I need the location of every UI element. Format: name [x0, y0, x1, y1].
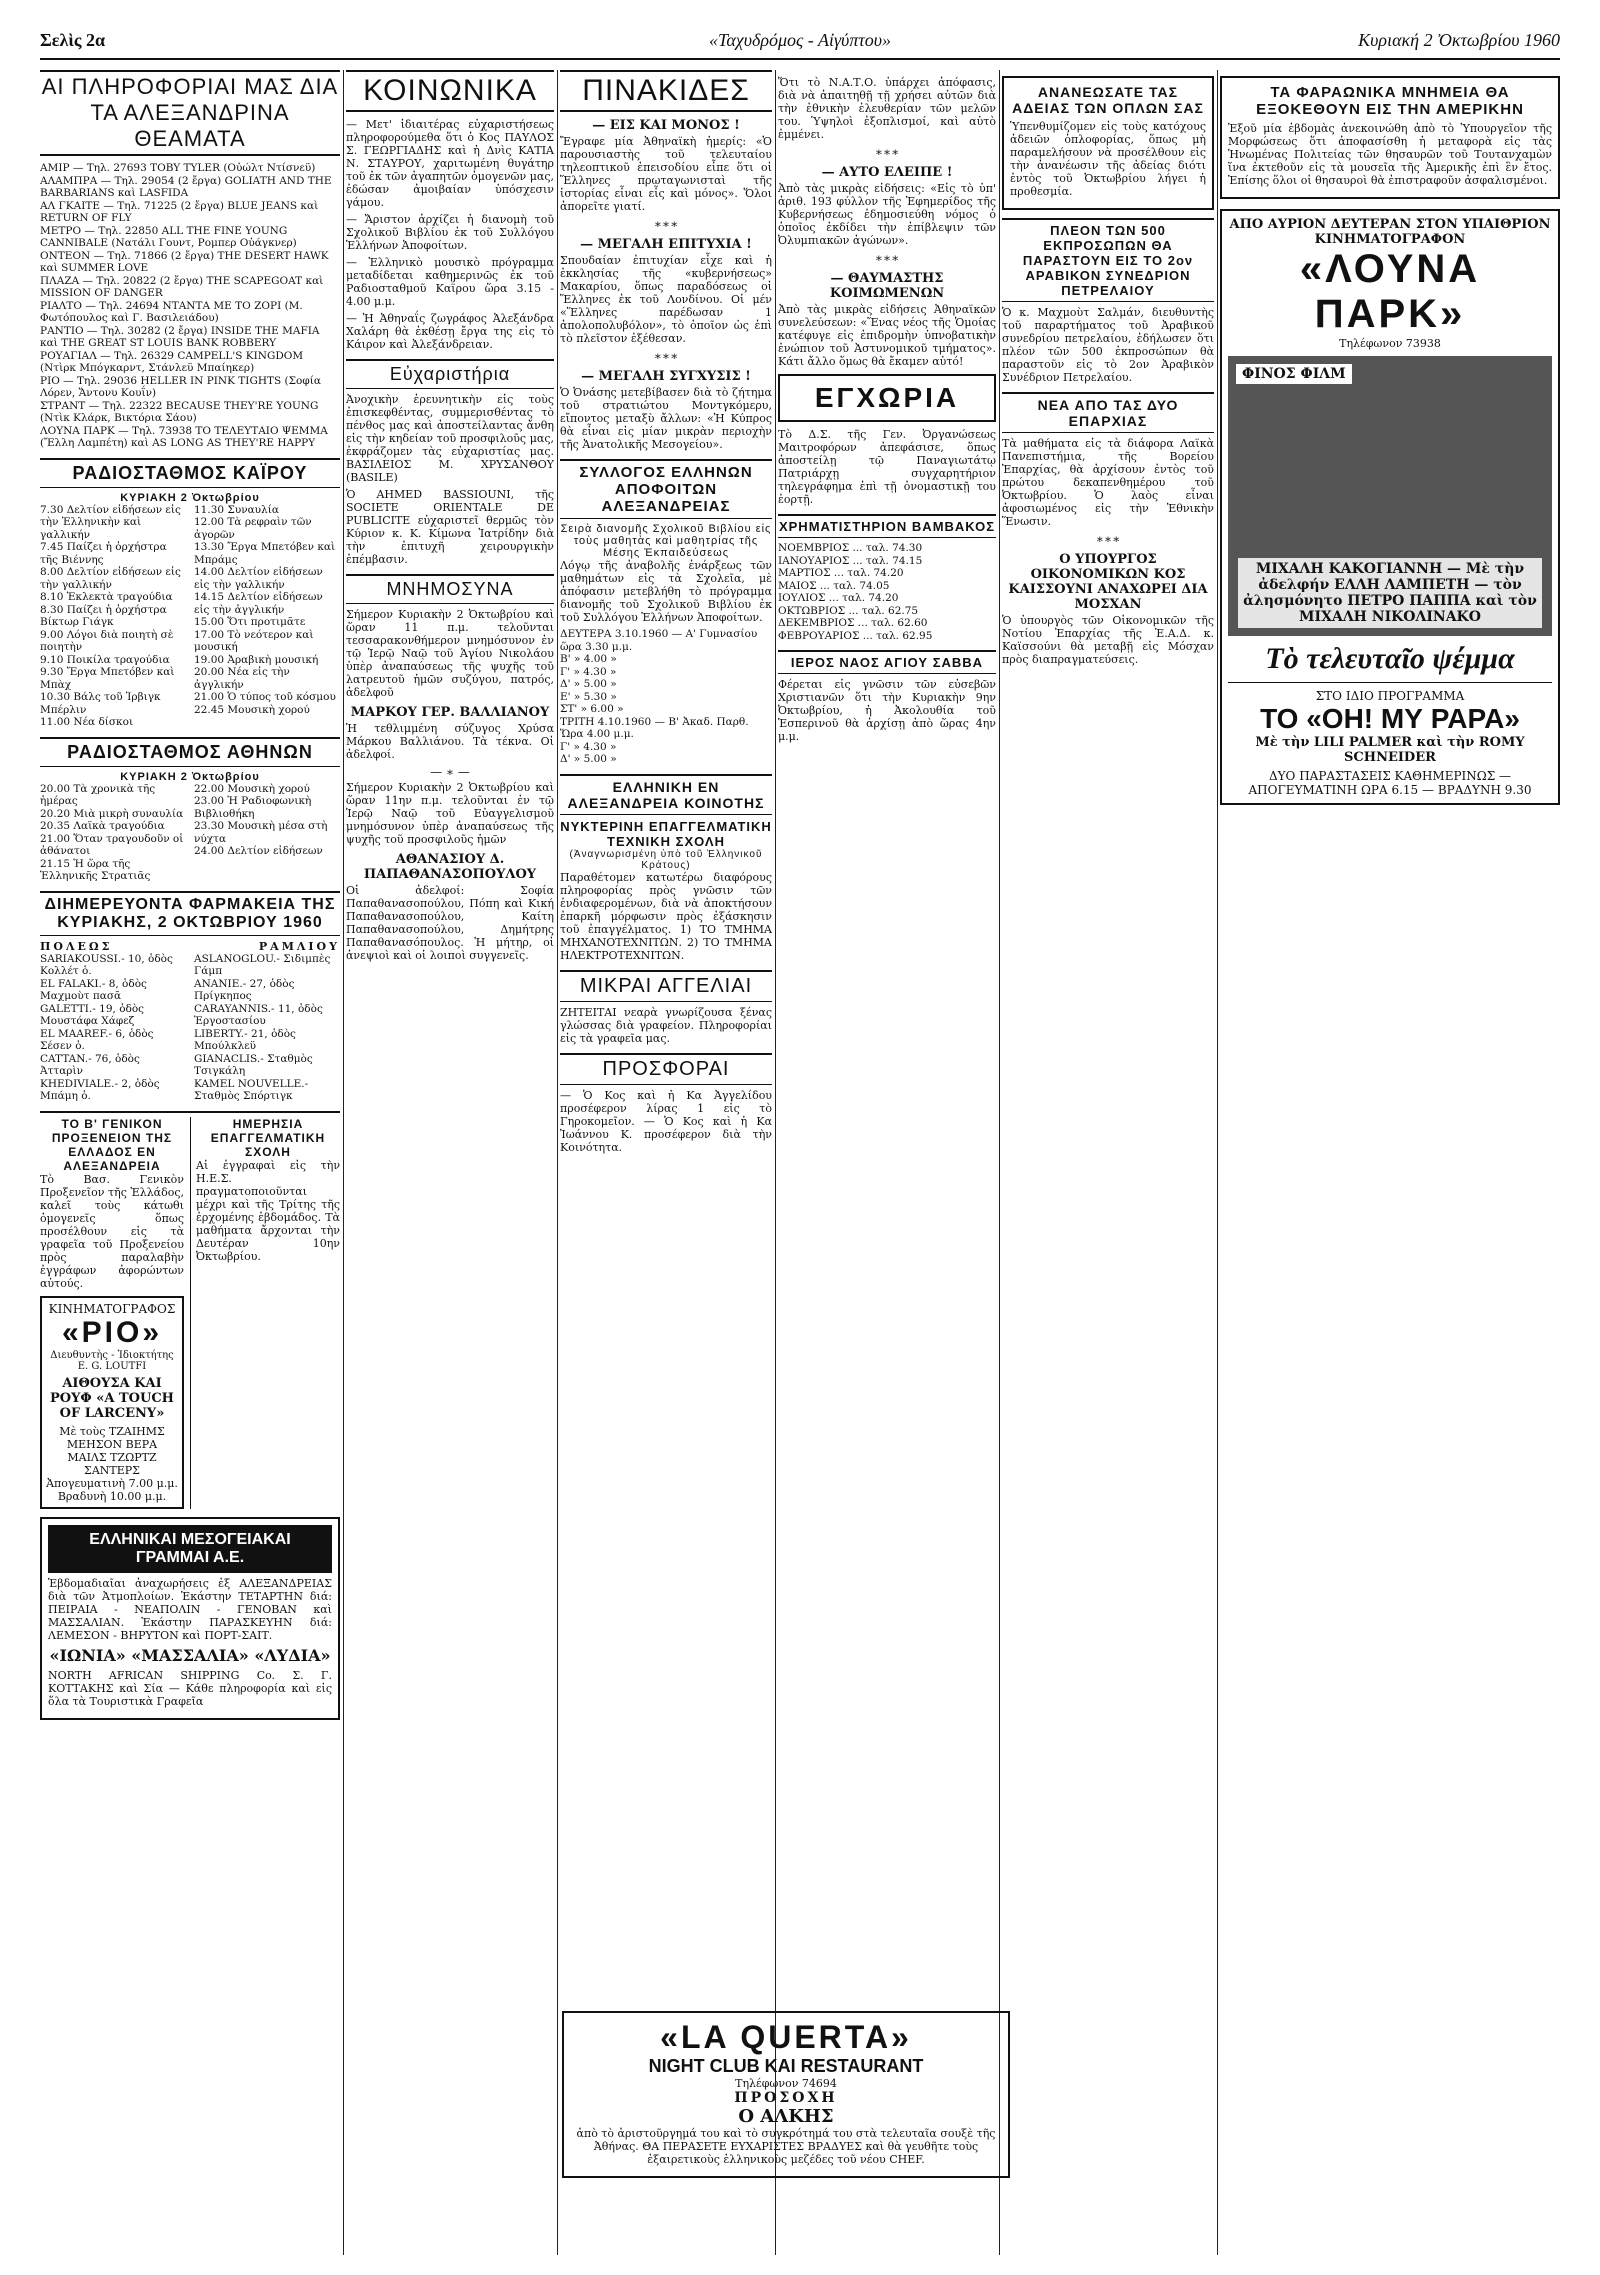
nightclub-text: ἀπὸ τὸ ἀριστοῦργημά του καὶ τὸ συγκρότημά του στὰ τελευταῖα σουξὲ τῆς Ἀθήνας. ΘΑ ΠΕΡΑΣΕΤΕ ΕΥΧΑΡΙΣΤΕΣ ΒΡΑΔΥΕΣ καὶ θὰ γευθῆτε τοὺς ἐξαιρετικοὺς ἑλληνικοὺς μεζέδες τοῦ νέου CHEF.: [576, 2127, 996, 2166]
list-item: LIBERTY.- 21, ὁδὸς Μπούλκλεϋ: [194, 1027, 296, 1052]
list-item: 20.00 Νέα εἰς τὴν ἀγγλικήν: [194, 666, 290, 691]
list-item: 13.30 Ἔργα Μπετόβεν καὶ Μπράμς: [194, 541, 336, 566]
list-item: 21.00 Ὁ τύπος τοῦ κόσμου: [194, 691, 336, 703]
list-item: 24.00 Δελτίον εἰδήσεων: [194, 845, 323, 857]
radio-cairo-list: [40, 504, 340, 729]
shipping-agent: NORTH AFRICAN SHIPPING Co. Σ. Γ. ΚΟΤΤΑΚΗΣ καὶ Σία — Κάθε πληροφορία καὶ εἰς ὅλα τὰ Τουριστικὰ Γραφεῖα: [48, 1668, 332, 1708]
shipping-ships: «ΙΩΝΙΑ» «ΜΑΣΣΑΛΙΑ» «ΛΥΔΙΑ»: [49, 1645, 331, 1665]
nightclub-notice: ΠΡΟΣΟΧΗ: [734, 2090, 838, 2106]
provinces-text: Τὰ μαθήματα εἰς τὰ διάφορα Λαϊκὰ Πανεπιστήμια, τῆς Βορείου Ἐπαρχίας, θὰ ἀρχίσουν ἐντὸς τοῦ πρώτου δεκαπενθημέρου τοῦ Ὀκτωβρίου. Ὁ λαὸς εἶναι ἀφοσιωμένος εἰς τὴν Ἐθνικὴν Ἕνωσιν.: [1002, 437, 1214, 528]
shipping-title: ΕΛΛΗΝΙΚΑΙ ΜΕΣΟΓΕΙΑΚΑΙ ΓΡΑΜΜΑΙ Α.Ε.: [48, 1525, 332, 1573]
social-text-2: — Ἄριστον ἀρχίζει ἡ διανομὴ τοῦ Σχολικοῦ Βιβλίου ἐκ τοῦ Συλλόγου Ἑλλήνων Ἀποφοίτων.: [346, 213, 554, 252]
offers-text: — Ὁ Κος καὶ ἡ Κα Ἀγγελίδου προσέφερον λίρας 1 εἰς τὸ Γηροκομεῖον. — Ὁ Κος καὶ ἡ Κα Ἰωάννου Κ. προσέφερον διὰ τὴν Κοινότητα.: [560, 1088, 772, 1154]
list-item: ΟΚΤΩΒΡΙΟΣ ... ταλ. 62.75: [778, 604, 919, 617]
second-film-title: ΤΟ «ΟΗ! ΜΥ ΡΑΡΑ»: [1260, 703, 1520, 734]
renew-text: Ὑπενθυμίζομεν εἰς τοὺς κατόχους ἀδειῶν ὁπλοφορίας, ὅπως μὴ παραμελήσουν νὰ προσέλθουν εἰς τὴν ἀνανέωσιν τῆς ἀδείας διότι ἐντὸς τοῦ Ὀκτωβρίου λήγει ἡ προθεσμία.: [1010, 120, 1206, 198]
list-item: GIANACLIS.- Σταθμὸς Τσιγκάλη: [194, 1052, 313, 1077]
list-item: 12.00 Τὰ ρεφραὶν τῶν ἀγορῶν: [194, 516, 312, 541]
column-rule: [557, 70, 558, 2255]
list-item: 21.15 Ἡ ὥρα τῆς Ἑλληνικῆς Στρατιᾶς: [40, 857, 151, 882]
small-ads-text: ΖΗΤΕΙΤΑΙ νεαρὰ γνωρίζουσα ξένας γλώσσας διὰ γραφείον. Πληροφορίαι εἰς τὰ γραφεῖα μας.: [560, 1005, 772, 1045]
lost-title: — ΑΥΤΟ ΕΛΕΙΠΕ !: [821, 165, 953, 180]
list-item: ΜΕΤΡΟ — Τηλ. 22850 ALL THE FINE YOUNG CANNIBALE (Νατάλι Γουντ, Ρομπερ Οὐάγκνερ): [40, 224, 297, 249]
list-item: 8.10 Ἑκλεκτὰ τραγούδια: [40, 591, 173, 603]
list-item: ΑΜΙΡ — Τηλ. 27693 TOBY TYLER (Οὐώλτ Ντίσνεϋ): [40, 162, 316, 174]
church-text: Φέρεται εἰς γνῶσιν τῶν εὐσεβῶν Χριστιανῶν ὅτι τὴν Κυριακὴν 9ην Ὀκτωβρίου, ἡ Ἀκολουθία τοῦ Ἑσπερινοῦ θὰ ἀρχίσῃ ἀπὸ ὥρας 4ην μ.μ.: [778, 678, 996, 743]
list-item: 11.00 Νέα δίσκοι: [40, 716, 134, 728]
column-3: [560, 70, 772, 2255]
consulate-title: ΤΟ Β' ΓΕΝΙΚΟΝ ΠΡΟΞΕΝΕΙΟΝ ΤΗΣ ΕΛΛΑΔΟΣ ΕΝ ΑΛΕΞΑΝΔΡΕΙΑ: [51, 1116, 173, 1173]
alumni-subtitle: Σειρὰ διανομῆς Σχολικοῦ Βιβλίου εἰς τοὺς μαθητὰς καὶ μαθητρίας τῆς Μέσης Ἐκπαιδεύσεως: [560, 523, 772, 559]
list-item: ΜΑΙΟΣ ... ταλ. 74.05: [778, 579, 890, 592]
marvel-text: Ἀπὸ τὰς μικρὰς εἰδήσεις Ἀθηναϊκῶν συνελεύσεων: «Ἕνας νέος τῆς Ὁμοίας κατέφυγε εἰς ἐπιδρομὴν ὑπνοβατικὴν ἐνώπιον τοῦ Ἀστυνομικοῦ τμήματος». Κάτι ἄλλο ὅμως θὰ ἔκαμεν αὐτό!: [778, 303, 996, 368]
luna-name: «ΛΟΥΝΑ ΠΑΡΚ»: [1299, 247, 1481, 336]
pharmacies-title: ΔΙΗΜΕΡΕΥΟΝΤΑ ΦΑΡΜΑΚΕΙΑ ΤΗΣ ΚΥΡΙΑΚΗΣ, 2 ΟΚΤΩΒΡΙΟΥ 1960: [40, 891, 340, 936]
alumni-title: ΣΥΛΛΟΓΟΣ ΕΛΛΗΝΩΝ ΑΠΟΦΟΙΤΩΝ ΑΛΕΞΑΝΔΡΕΙΑΣ: [560, 459, 772, 519]
nightclub-name: «LA QUERTA»: [660, 2019, 912, 2055]
column-rule: [775, 70, 776, 2255]
pharaoh-title: ΤΑ ΦΑΡΑΩΝΙΚΑ ΜΝΗΜΕΙΑ ΘΑ ΕΞΟΚΕΘΟΥΝ ΕΙΣ ΤΗΝ ΑΜΕΡΙΚΗΝ: [1256, 84, 1524, 118]
thanks-text-1: Ἀνοχικὴν ἐρευνητικὴν εἰς τοὺς ἐπισκεφθέντας, συμμερισθέντας τὸ πένθος μας καὶ ἀποστείλαντας ἄνθη εἰς τὴν κηδείαν τοῦ προσφιλοῦς μας, ἐκφράζομεν τὰς εὐχαριστίας μας. ΒΑΣΙΛΕΙΟΣ Μ. ΧΡΥΣΑΝΘΟΥ (BASILE): [346, 393, 554, 484]
column-6: [1220, 70, 1560, 2255]
memorial-1-family: Ἡ τεθλιμμένη σύζυγος Χρύσα Μάρκου Βαλλιάνου. Τὰ τέκνα. Οἱ ἀδελφοί.: [346, 722, 554, 761]
cotton-list: [778, 542, 996, 642]
list-item: 23.30 Μουσικὴ μέσα στὴ νύχτα: [194, 820, 328, 845]
nightclub-subtitle: NIGHT CLUB ΚΑΙ RESTAURANT: [648, 2056, 924, 2076]
list-item: ΟΝΤΕΟΝ — Τηλ. 71866 (2 ἔργα) THE DESERT HAWK καὶ SUMMER LOVE: [40, 249, 329, 274]
list-item: ΔΕΥΤΕΡΑ 3.10.1960 — Α' Γυμνασίου ὥρα 3.30 μ.μ.: [560, 628, 758, 653]
list-item: EL FALAKI.- 8, ὁδὸς Μαχμοὺτ πασᾶ: [40, 977, 147, 1002]
running-header: [40, 20, 1560, 60]
list-item: ANANIE.- 27, ὁδὸς Πρίγκηπος: [194, 977, 295, 1002]
pharaoh-box: [1220, 76, 1560, 199]
memorial-2-text: Σήμερον Κυριακὴν 2 Ὀκτωβρίου καὶ ὥραν 11ην π.μ. τελοῦνται ἐν τῷ Ἱερῷ Ναῷ τοῦ Εὐαγγελισμοῦ μνημόσυνον ὑπὲρ ἀναπαύσεως τῆς ψυχῆς τοῦ προσφιλοῦς ἡμῶν: [346, 781, 554, 846]
minister-text: Ὁ ὑπουργὸς τῶν Οἰκονομικῶν τῆς Νοτίου Ἐπαρχίας τῆς Ἑ.Α.Δ. κ. Καϊσσούνι θὰ μεταβῇ εἰς Μόσχαν πρὸς διαπραγματεύσεις.: [1002, 614, 1214, 666]
luna-intro: ΑΠΟ ΑΥΡΙΟΝ ΔΕΥΤΕΡΑΝ ΣΤΟΝ ΥΠΑΙΘΡΙΟΝ ΚΙΝΗΜΑΤΟΓΡΑΦΟΝ: [1229, 217, 1551, 247]
alumni-text: Λόγῳ τῆς ἀναβολῆς ἐνάρξεως τῶν μαθημάτων εἰς τὰ Σχολεῖα, μὲ ἀπόφασιν μετεβλήθη τὸ πρόγραμμα διανομῆς τοῦ Σχολικοῦ Βιβλίου ἐκ τοῦ Συλλόγου Ἑλλήνων Ἀποφοίτων.: [560, 559, 772, 624]
list-item: 9.00 Λόγοι διὰ ποιητὴ σὲ ποιητὴν: [40, 628, 174, 653]
social-text-1: — Μετ' ἰδιαιτέρας εὐχαριστήσεως πληροφορούμεθα ὅτι ὁ Κος ΠΑΥΛΟΣ Σ. ΓΕΩΡΓΙΑΔΗΣ καὶ ἡ Δνὶς ΚΑΤΙΑ Ν. ΣΤΑΥΡΟΥ, χαριτωμένη θυγάτηρ τοῦ ἐκ τῶν ἀγαπητῶν ὁμογενῶν μας, ἐδώσαν ἀμοιβαίαν ὑπόσχεσιν γάμου.: [346, 118, 554, 209]
same-program: ΣΤΟ ΙΔΙΟ ΠΡΟΓΡΑΜΜΑ: [1315, 689, 1465, 703]
list-item: EL MAAREF.- 6, ὁδὸς Σέσεν ὁ.: [40, 1027, 154, 1052]
list-item: 7.45 Παίζει ἡ ὀρχήστρα τῆς Βιέννης: [40, 541, 167, 566]
school-block: [190, 1117, 340, 1509]
column-rule: [999, 70, 1000, 2255]
list-item: 14.00 Δελτίον εἰδήσεων εἰς τὴν γαλλικήν: [194, 566, 323, 591]
cinema-owner: Διευθυντὴς - Ἰδιοκτήτης E. G. LOUTFI: [50, 1349, 174, 1372]
list-item: Γ' » 4.30 »: [560, 665, 617, 678]
list-item: Δ' » 5.00 »: [560, 753, 617, 765]
notes-confusion-text: Ὁ Ὀνάσης μετεβίβασεν διὰ τὸ ζήτημα τοῦ στρατιώτου Μοντγκόμερυ, εἴποντος μεταξὺ ἄλλων: «Ἡ Κύπρος θὰ εἶναι εἰς μίαν μικρὰν περιοχὴν τῆς Ἀνατολικῆς Μεσογείου».: [560, 386, 772, 451]
list-item: ΡΙΟ — Τηλ. 29036 HELLER IN PINK TIGHTS (Σοφία Λόρεν, Ἄντονυ Κουΐν): [40, 374, 321, 399]
offers-title: ΠΡΟΣΦΟΡΑΙ: [560, 1053, 772, 1085]
memorial-2-name: ΑΘΑΝΑΣΙΟΥ Δ. ΠΑΠΑΘΑΝΑΣΟΠΟΥΛΟΥ: [363, 852, 537, 882]
local-news-title: ΕΓΧΩΡΙΑ: [814, 382, 960, 413]
list-item: 11.30 Συναυλία: [194, 503, 279, 516]
social-text-3: — Ἑλληνικὸ μουσικὸ πρόγραμμα μεταδίδεται καθημερινῶς ἐκ τοῦ Ραδιοσταθμοῦ Καΐρου ὥρα 3.15 - 4.00 μ.μ.: [346, 256, 554, 308]
social-text-4: — Ἡ Ἀθηναΐς ζωγράφος Ἀλεξάνδρα Χαλάρη θὰ ἐκθέσῃ ἔργα της εἰς τὸ Κάιρον καὶ Ἀλεξάνδρειαν.: [346, 312, 554, 351]
list-item: 10.30 Βάλς τοῦ Ἰρβιγκ Μπέρλιν: [40, 691, 161, 716]
column-4: [778, 70, 996, 2255]
list-item: 8.30 Παίζει ἡ ὀρχήστρα Βίκτωρ Γιάγκ: [40, 603, 167, 628]
list-item: 20.20 Μιὰ μικρὴ συναυλία: [40, 807, 184, 820]
pharmacies-col-city: ΠΟΛΕΩΣ: [40, 939, 113, 953]
provinces-title: ΝΕΑ ΑΠΟ ΤΑΣ ΔΥΟ ΕΠΑΡΧΙΑΣ: [1002, 392, 1214, 433]
notes-success-title: — ΜΕΓΑΛΗ ΕΠΙΤΥΧΙΑ !: [580, 237, 752, 252]
shipping-text: Ἑβδομαδιαῖαι ἀναχωρήσεις ἐξ ΑΛΕΞΑΝΔΡΕΙΑΣ διὰ τῶν Ἀτμοπλοίων. Ἑκάστην ΤΕΤΑΡΤΗΝ διά: ΠΕΙΡΑΙΑ - ΝΕΑΠΟΛΙΝ - ΓΕΝΟΒΑΝ καὶ ΜΑΣΣΑΛΙΑΝ. Ἑκάστην ΠΑΡΑΣΚΕΥΗΝ διά: ΛΕΜΕΣΟΝ - ΒΗΡΥΤΟΝ καὶ ΠΟΡΤ-ΣΑΙΤ.: [48, 1576, 332, 1642]
list-item: Δ' » 5.00 »: [560, 678, 617, 690]
night-school-text: Παραθέτομεν κατωτέρω διαφόρους πληροφορίας πρὸς γνῶσιν τῶν ἐνδιαφερομένων, διὰ νὰ ἀποκτήσουν ἐπαρκῆ μόρφωσιν πρὸς ἐξάσκησιν τοῦ ἐπαγγέλματος. 1) ΤΟ ΤΜΗΜΑ ΜΗΧΑΝΟΤΕΧΝΙΤΩΝ. 2) ΤΟ ΤΜΗΜΑ ΗΛΕΚΤΡΟΤΕΧΝΙΤΩΝ.: [560, 870, 772, 962]
memorial-1-name: ΜΑΡΚΟΥ ΓΕΡ. ΒΑΛΛΙΑΝΟΥ: [350, 705, 550, 720]
column-2: [346, 70, 554, 2255]
school-title: ΗΜΕΡΗΣΙΑ ΕΠΑΓΓΕΛΜΑΤΙΚΗ ΣΧΟΛΗ: [210, 1116, 326, 1159]
list-item: 20.35 Λαϊκὰ τραγούδια: [40, 820, 165, 832]
radio-cairo-day: ΚΥΡΙΑΚΗ 2 Ὀκτωβρίου: [120, 491, 260, 504]
divider: ∗∗∗: [874, 145, 900, 159]
memorial-title: ΜΝΗΜΟΣΥΝΑ: [346, 574, 554, 604]
cinema-rio-ad: [40, 1296, 184, 1509]
list-item: ΜΑΡΤΙΟΣ ... ταλ. 74.20: [778, 567, 904, 579]
lost-text: Ἀπὸ τὰς μικρὰς εἰδήσεις: «Εἰς τὸ ὑπ' ἀριθ. 193 φύλλον τῆς Ἐφημερίδος τῆς Κυβερνήσεως ἐδημοσιεύθη νόμος ὁ ὁποῖος ἐκδίδει τὴν ἐπίβλεψιν τῶν Ὀλυμπιακῶν ἀγώνων».: [778, 182, 996, 247]
list-item: ΙΟΥΛΙΟΣ ... ταλ. 74.20: [778, 592, 899, 604]
list-item: Γ' » 4.30 »: [560, 740, 617, 753]
list-item: ΑΛΑΜΠΡΑ — Τηλ. 29054 (2 ἔργα) GOLIATH AND THE BARBARIANS καὶ LASFIDA: [40, 174, 332, 199]
nightclub-star: Ο ΑΛΚΗΣ: [738, 2106, 834, 2127]
cinema-time-1: Ἀπογευματινὴ 7.00 μ.μ.: [46, 1476, 178, 1490]
list-item: 19.00 Ἀραβικὴ μουσική: [194, 653, 319, 666]
column-rule: [343, 70, 344, 2255]
notes-confusion-title: — ΜΕΓΑΛΗ ΣΥΓΧΥΣΙΣ !: [581, 369, 751, 384]
divider: ∗∗∗: [874, 251, 900, 265]
list-item: ΤΡΙΤΗ 4.10.1960 — Β' Ἀκαδ. Παρθ. Ὥρα 4.00 μ.μ.: [560, 715, 749, 740]
page-number: Σελὶς 2α: [40, 30, 106, 50]
notes-title: ΠΙΝΑΚΙΔΕΣ: [560, 70, 772, 112]
nato-text: Ὅτι τὸ Ν.Α.Τ.Ο. ὑπάρχει ἀπόφασις, διὰ νὰ ἀπαιτηθῇ τῇ χρήσει αὐτῶν διὰ τὴν ἐθνικὴν ἐλευθερίαν τῶν μελῶν του. Ὑψηλοὶ ἐξοπλισμοί, καὶ αὐτὸ ἐμμένει.: [778, 76, 996, 141]
list-item: KHEDIVIALE.- 2, ὁδὸς Μπάμη ὁ.: [40, 1077, 160, 1102]
divider: — ∗ —: [430, 765, 470, 779]
radio-athens-day: ΚΥΡΙΑΚΗ 2 Ὀκτωβρίου: [120, 770, 260, 783]
local-news-text: Τὸ Δ.Σ. τῆς Γεν. Ὀργανώσεως Μαιτροφόρων ἀπεφάσισε, ὅπως ἀποστείλῃ τῷ Παναγιωτάτῳ Πατριάρχῃ συγχαρητήριον τηλεγράφημα ἐπὶ τῇ ὀνομαστικῇ του ἑορτῇ.: [778, 428, 996, 506]
memorial-2-family: Οἱ ἀδελφοί: Σοφία Παπαθανασοπούλου, Πόπη καὶ Κική Παπαθανασοπούλου, Καίτη Παπαθανασοπούλου, Δημήτρης Παπαθανασόπουλος. Ἡ μήτηρ, οἱ ἀνεψιοὶ καὶ οἱ λοιποὶ συγγενεῖς.: [346, 884, 554, 962]
minister-title: Ο ΥΠΟΥΡΓΟΣ ΟΙΚΟΝΟΜΙΚΩΝ ΚΟΣ ΚΑΙΣΣΟΥΝΙ ΑΝΑΧΩΡΕΙ ΔΙΑ ΜΟΣΧΑΝ: [1008, 552, 1208, 612]
consulate-text: Τὸ Βασ. Γενικὸν Προξενεῖον τῆς Ἑλλάδος, καλεῖ τοὺς κάτωθι ὁμογενεῖς ὅπως προσέλθουν εἰς τὰ γραφεῖα τοῦ Προξενείου πρὸς παραλαβὴν ἐγγράφων ἀφορώντων αὐτούς.: [40, 1172, 184, 1290]
list-item: ΙΑΝΟΥΑΡΙΟΣ ... ταλ. 74.15: [778, 554, 923, 567]
alumni-schedule: [560, 628, 772, 766]
thanks-title: Εὐχαριστήρια: [346, 359, 554, 389]
newspaper-page: [40, 20, 1560, 2255]
issue-date: Κυριακή 2 Ὀκτωβρίου 1960: [1358, 30, 1560, 50]
theatres-title: ΑΙ ΠΛΗΡΟΦΟΡΙΑΙ ΜΑΣ ΔΙΑ ΤΑ ΑΛΕΞΑΝΔΡΙΝΑ ΘΕΑΜΑΤΑ: [40, 70, 340, 156]
divider: ∗∗∗: [653, 217, 679, 231]
cotton-title: ΧΡΗΜΑΤΙΣΤΗΡΙΟΝ ΒΑΜΒΑΚΟΣ: [778, 514, 996, 538]
divider: ∗∗∗: [653, 349, 679, 363]
church-title: ΙΕΡΟΣ ΝΑΟΣ ΑΓΙΟΥ ΣΑΒΒΑ: [778, 650, 996, 674]
small-ads-title: ΜΙΚΡΑΙ ΑΓΓΕΛΙΑΙ: [560, 970, 772, 1002]
pharmacies-list: [40, 953, 340, 1103]
list-item: ΡΑΝΤΙΟ — Τηλ. 30282 (2 ἔργα) INSIDE THE MAFIA καὶ THE GREAT ST LOUIS BANK ROBBERY: [40, 324, 320, 349]
list-item: Β' » 4.00 »: [560, 653, 617, 665]
list-item: 21.00 Ὅταν τραγουδοῦν οἱ ἀθάνατοι: [40, 832, 184, 857]
list-item: Ε' » 5.30 »: [560, 690, 617, 703]
list-item: ΣΤ' » 6.00 »: [560, 703, 624, 715]
list-item: ΑΛ ΓΚΑΙΤΕ — Τηλ. 71225 (2 ἔργα) BLUE JEANS καὶ RETURN OF FLY: [40, 199, 319, 224]
thanks-text-2: Ὁ AHMED BASSIOUNI, τῆς SOCIETE ORIENTALE DE PUBLICITE εὐχαριστεῖ θερμῶς τὸν Κύριον κ. Κ. Κίμωνα Ἰατρίδην διὰ τὴν ἐπιτυχῆ χειρουργικὴν ἐπέμβασιν.: [346, 488, 554, 566]
pharaoh-text: Ἐξοῦ μία ἐβδομὰς ἀνεκοινώθη ἀπὸ τὸ Ὑπουργεῖον τῆς Μορφώσεως ὅτι ἀποφασίσθη ἡ μεταφορὰ εἰς τὰς Ἡνωμένας Πολιτείας τῶν θησαυρῶν τοῦ Τουτανχαμὼν ἵνα ἐκτεθοῦν εἰς τὰ μουσεῖα τῆς Ἀμερικῆς ἐπὶ ἓν ἔτος. Ἐπίσης ὅλοι οἱ θησαυροὶ θὰ ἐπιστραφοῦν ἀσφαλισμένοι.: [1228, 122, 1552, 187]
memorial-1-text: Σήμερον Κυριακὴν 2 Ὀκτωβρίου καὶ ὥραν 11 π.μ. τελοῦνται τεσσαρακονθήμερον μνημόσυνον ἐν τῷ Ἱερῷ Ναῷ τοῦ Ἁγίου Νικολάου ὑπὲρ ἀναπαύσεως τῆς ψυχῆς τοῦ λατρευτοῦ ἡμῶν συζύγου, πατρός, ἀδελφοῦ: [346, 608, 554, 699]
radio-athens-list: [40, 783, 340, 883]
list-item: ΡΟΥΑΓΙΑΛ — Τηλ. 26329 CAMPELL'S KINGDOM (Ντὶρκ Μπόγκαρντ, Στάνλεϋ Μπαίηκερ): [40, 349, 304, 374]
list-item: ΡΙΑΛΤΟ — Τηλ. 24694 ΝΤΑΝΤΑ ΜΕ ΤΟ ΖΟΡΙ (Μ. Φωτόπουλος καὶ Γ. Βασιλειάδου): [40, 299, 303, 324]
notes-alone-text: Ἔγραφε μία Ἀθηναϊκὴ ἡμερίς: «Ὁ παρουσιαστὴς τοῦ τελευταίου τηλεοπτικοῦ ἐπεισοδίου εἶπε ὅτι οἱ Ἕλληνες πρωταγωνισταὶ τῆς ἱστορίας εἶναι εἷς καὶ μόνος». Ὅλοι ἀπορεῖτε γιατί.: [560, 135, 772, 213]
list-item: 14.15 Δελτίον εἰδήσεων εἰς τὴν ἀγγλικήν: [194, 591, 323, 616]
night-school-subtitle: (Ἀναγνωρισμένη ὑπὸ τοῦ Ἑλληνικοῦ Κράτους): [569, 848, 763, 871]
list-item: ΛΟΥΝΑ ΠΑΡΚ — Τηλ. 73938 ΤΟ ΤΕΛΕΥΤΑΙΟ ΨΕΜΜΑ (Ἔλλη Λαμπέτη) καὶ AS LONG AS THEY'RE HAPPY: [40, 424, 328, 449]
film-cast: ΜΙΧΑΛΗ ΚΑΚΟΓΙΑΝΝΗ — Μὲ τὴν ἀδελφήν ΕΛΛΗ ΛΑΜΠΕΤΗ — τὸν ἀλησμόνητο ΠΕΤΡΟ ΠΑΠΠΑ καὶ τὸν ΜΙΧΑΛΗ ΝΙΚΟΛΙΝΑΚΟ: [1238, 558, 1542, 628]
list-item: CARAYANNIS.- 11, ὁδὸς Ἐργοστασίου: [194, 1002, 323, 1027]
list-item: ΣΤΡΑΝΤ — Τηλ. 22322 BECAUSE THEY'RE YOUNG (Ντὶκ Κλάρκ, Βικτόρια Σάου): [40, 399, 319, 424]
divider: [1228, 682, 1552, 683]
list-item: ΦΕΒΡΟΥΑΡΙΟΣ ... ταλ. 62.95: [778, 629, 933, 642]
local-news-box: [778, 374, 996, 422]
list-item: ΔΕΚΕΜΒΡΙΟΣ ... ταλ. 62.60: [778, 617, 928, 629]
petrol-text: Ὁ κ. Μαχμοὺτ Σαλμάν, διευθυντὴς τοῦ παραρτήματος τοῦ Ἀραβικοῦ συνεδρίου πετρελαίου, ἐδήλωσεν ὅτι πλέον τῶν 500 ἐκπροσώπων θὰ παραστοῦν εἰς τὸ 2ον Ἀραβικὸν Συνέδριον Πετρελαίου.: [1002, 306, 1214, 384]
list-item: CATTAN.- 76, ὁδὸς Ἀτταρὶν: [40, 1052, 140, 1077]
column-1: [40, 70, 340, 2255]
list-item: 23.00 Ἡ Ραδιοφωνικὴ Βιβλιοθήκη: [194, 795, 312, 820]
list-item: GALETTI.- 19, ὁδὸς Μουστάφα Χάφεζ: [40, 1002, 145, 1027]
cinema-label: ΚΙΝΗΜΑΤΟΓΡΑΦΟΣ: [48, 1301, 176, 1316]
luna-park-ad: [1220, 209, 1560, 805]
cinema-time-2: Βραδυνὴ 10.00 μ.μ.: [57, 1489, 167, 1503]
school-text: Αἱ ἐγγραφαὶ εἰς τὴν Η.Ε.Σ. πραγματοποιοῦνται μέχρι καὶ τῆς Τρίτης τῆς ἐρχομένης ἑβδομάδος. Τὰ μαθήματα ἄρχονται τὴν Δευτέραν 10ην Ὀκτωβρίου.: [196, 1158, 340, 1263]
show-times: ΔΥΟ ΠΑΡΑΣΤΑΣΕΙΣ ΚΑΘΗΜΕΡΙΝΩΣ — ΑΠΟΓΕΥΜΑΤΙΝΗ ΩΡΑ 6.15 — ΒΡΑΔΥΝΗ 9.30: [1248, 769, 1532, 797]
luna-phone: Τηλέφωνον 73938: [1339, 337, 1441, 350]
list-item: 17.00 Τὸ νεότερον καὶ μουσική: [194, 628, 314, 653]
petrol-title: ΠΛΕΟΝ ΤΩΝ 500 ΕΚΠΡΟΣΩΠΩΝ ΘΑ ΠΑΡΑΣΤΟΥΝ ΕΙΣ ΤΟ 2ον ΑΡΑΒΙΚΟΝ ΣΥΝΕΔΡΙΟΝ ΠΕΤΡΕΛΑΙΟΥ: [1002, 218, 1214, 302]
list-item: 9.10 Ποικίλα τραγούδια: [40, 653, 170, 666]
renew-title: ΑΝΑΝΕΩΣΑΤΕ ΤΑΣ ΑΔΕΙΑΣ ΤΩΝ ΟΠΛΩΝ ΣΑΣ: [1012, 84, 1204, 116]
radio-cairo-title: ΡΑΔΙΟΣΤΑΘΜΟΣ ΚΑΪΡΟΥ: [40, 458, 340, 488]
list-item: 8.00 Δελτίον εἰδήσεων εἰς τὴν γαλλικήν: [40, 566, 181, 591]
pharmacies-col-ramleh: ΡΑΜΛΙΟΥ: [258, 939, 340, 953]
divider: ∗∗∗: [1095, 532, 1121, 546]
column-5: [1002, 70, 1214, 2255]
paper-name: «Ταχυδρόμος - Αἰγύπτου»: [708, 30, 892, 50]
second-film-cast: Μὲ τὴν LILI PALMER καὶ τὴν ROMY SCHNEIDER: [1255, 735, 1525, 765]
notes-success-text: Σπουδαίαν ἐπιτυχίαν εἶχε καὶ ἡ ἐκκλησίας τῆς «κυβερνήσεως» Μακαρίου, ὅπως παραδόσεως οἱ Ἕλληνες ἐκ τοῦ Λονδίνου. Οἱ μέν «Ἕλληνες παρέδωσαν 1 ἀπολοπολυβόλον», τὸ ὁποῖον ὡς ἐπὶ τὸ πλεῖστον ἐξέθεσαν.: [560, 254, 772, 345]
night-school-title: ΝΥΚΤΕΡΙΝΗ ΕΠΑΓΓΕΛΜΑΤΙΚΗ ΤΕΧΝΙΚΗ ΣΧΟΛΗ: [560, 818, 772, 849]
nightclub-ad: [562, 2011, 1010, 2178]
cinema-name: «ΡΙΟ»: [61, 1315, 163, 1349]
list-item: 15.00 Ὅτι προτιμᾶτε: [194, 616, 306, 628]
theatres-list: [40, 162, 340, 450]
film-label: ΦΙΝΟΣ ΦΙΛΜ: [1236, 364, 1352, 384]
list-item: 7.30 Δελτίον εἰδήσεων εἰς τὴν Ἑλληνικὴν καὶ γαλλικήν: [40, 503, 181, 541]
notes-alone-title: — ΕΙΣ ΚΑΙ ΜΟΝΟΣ !: [592, 118, 740, 133]
film-poster-image: [1228, 356, 1552, 636]
marvel-title: — ΘΑΥΜΑΣΤΗΣ ΚΟΙΜΩΜΕΝΩΝ: [829, 271, 945, 301]
consulate-school-row: [40, 1111, 340, 1509]
pharmacies-header: [40, 940, 340, 953]
list-item: ΠΛΑΖΑ — Τηλ. 20822 (2 ἔργα) THE SCAPEGOAT καὶ MISSION OF DANGER: [40, 274, 324, 299]
renew-box: [1002, 76, 1214, 210]
social-title: ΚΟΙΝΩΝΙΚΑ: [346, 70, 554, 112]
list-item: ASLANOGLOU.- Σιδιμπὲς Γάμπ: [194, 952, 331, 977]
radio-athens-title: ΡΑΔΙΟΣΤΑΘΜΟΣ ΑΘΗΝΩΝ: [40, 737, 340, 767]
list-item: 9.30 Ἔργα Μπετόβεν καὶ Μπὰχ: [40, 666, 175, 691]
cinema-cast: Μὲ τοὺς ΤΖΑΙΗΜΣ ΜΕΗΣΟΝ ΒΕΡΑ ΜΑΙΛΣ ΤΖΩΡΤΖ ΣΑΝΤΕΡΣ: [59, 1424, 165, 1477]
list-item: SARIAKOUSSI.- 10, ὁδὸς Κολλέτ ὁ.: [40, 952, 173, 977]
film-title: Τὸ τελευταῖο ψέμμα: [1265, 642, 1515, 675]
nightclub-phone: Τηλέφωνον 74694: [735, 2077, 837, 2090]
list-item: 22.00 Μουσικὴ χορού: [194, 782, 310, 795]
cinema-film: ΑΙΘΟΥΣΑ ΚΑΙ ΡΟΥΦ «A TOUCH OF LARCENY»: [50, 1375, 174, 1421]
consulate-block: [40, 1117, 184, 1509]
list-item: ΝΟΕΜΒΡΙΟΣ ... ταλ. 74.30: [778, 542, 923, 554]
list-item: 22.45 Μουσικὴ χορού: [194, 703, 310, 716]
list-item: 20.00 Τὰ χρονικὰ τῆς ἡμέρας: [40, 782, 156, 807]
community-title: ΕΛΛΗΝΙΚΗ ΕΝ ΑΛΕΞΑΝΔΡΕΙΑ ΚΟΙΝΟΤΗΣ: [560, 774, 772, 815]
list-item: KAMEL NOUVELLE.- Σταθμὸς Σπόρτιγκ: [194, 1077, 309, 1102]
column-rule: [1217, 70, 1218, 2255]
shipping-ad: [40, 1517, 340, 1720]
